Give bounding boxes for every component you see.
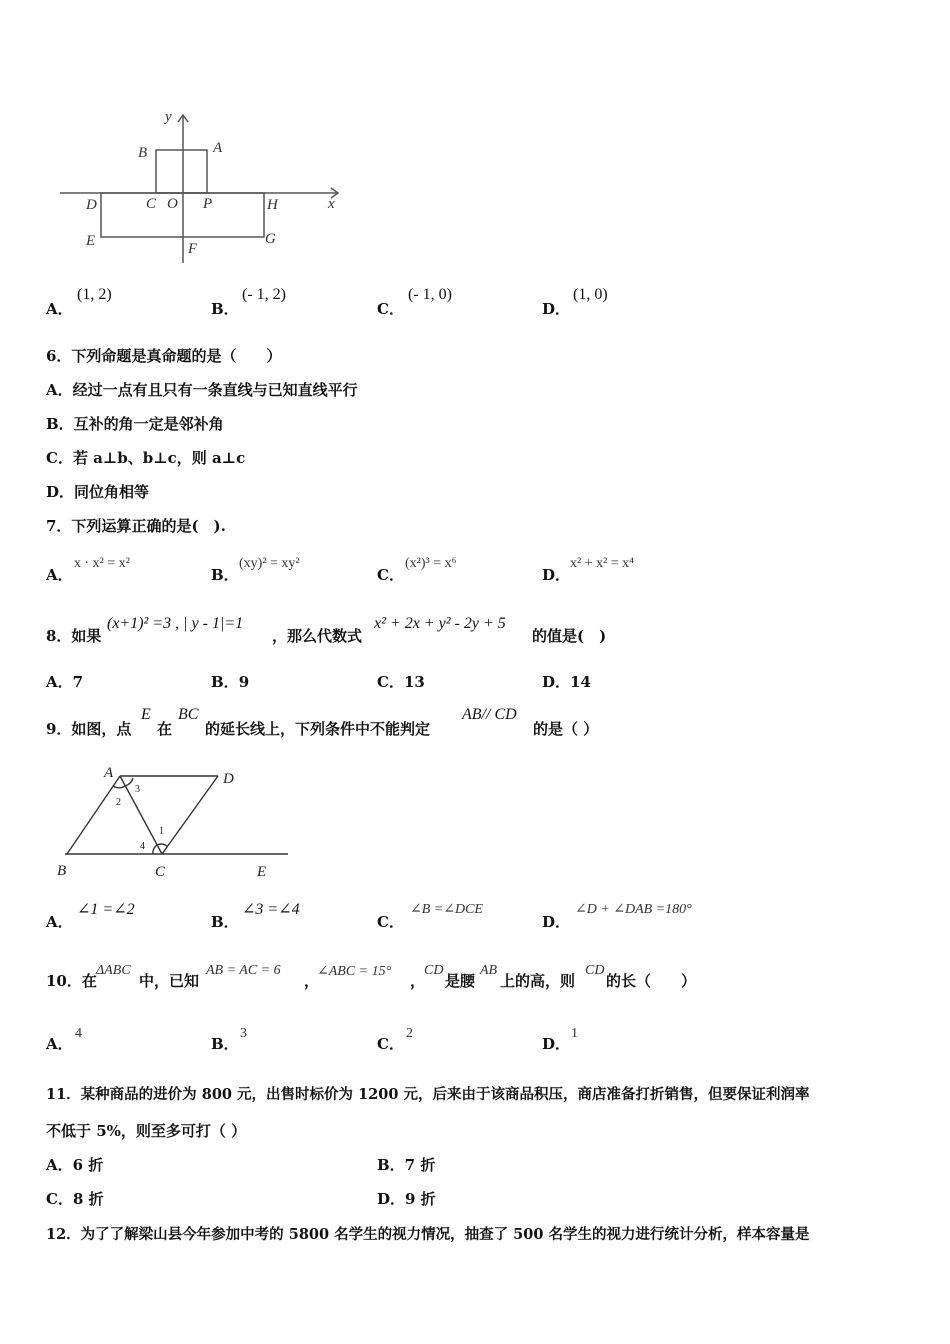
q9-stem-part1: 9．如图，点 (46, 720, 132, 738)
q12-line-1: 12．为了了解梁山县今年参加中考的 5800 名学生的视力情况，抽查了 500 名学生的视力进行统计分析，样本容量是 (46, 1226, 810, 1243)
label-H: H (267, 197, 278, 213)
q7-option-a-expr: x · x² = x² (74, 556, 130, 571)
q11-option-b: B．7 折 (377, 1156, 436, 1174)
q8-mid: ，那么代数式 (272, 627, 363, 645)
q10-stem-part1: 10．在 (46, 972, 97, 990)
q9-option-d: D． (542, 913, 571, 931)
angle-arc-a-2 (125, 778, 133, 786)
q9-option-a-expr: ∠1 =∠2 (77, 901, 135, 918)
angle-arc-a-1 (113, 786, 125, 788)
q6-option-c: C．若 a⊥b、b⊥c，则 a⊥c (46, 449, 246, 467)
segment-ab (67, 776, 120, 854)
label-O: O (167, 196, 178, 212)
label-E: E (86, 233, 96, 249)
fig-label-C: C (155, 864, 166, 880)
q8-suffix: 的值是( ) (532, 627, 607, 645)
q9-stem-part3: 的延长线上，下列条件中不能判定 (205, 720, 431, 738)
q9-option-d-expr: ∠D + ∠DAB =180° (575, 902, 692, 917)
q9-parallel: AB// CD (462, 706, 517, 723)
fig-angle-2: 2 (116, 797, 121, 808)
q11-option-d: D．9 折 (377, 1190, 436, 1208)
q10-option-a: A． (46, 1035, 73, 1053)
segment-dc (162, 776, 218, 854)
label-C: C (146, 196, 157, 212)
fig-angle-3: 3 (135, 784, 140, 795)
q10-option-c: C． (377, 1035, 404, 1053)
q7-option-a: A． (46, 566, 73, 584)
q10-cd-2: CD (585, 963, 605, 978)
q10-equation-1: AB = AC = 6 (206, 963, 281, 978)
parallelogram-figure (55, 760, 300, 885)
q10-stem-part5: 的长（ ） (606, 972, 697, 990)
q11-line-2: 不低于 5%，则至多可打（ ） (46, 1122, 247, 1140)
q9-stem-part4: 的是（ ） (533, 720, 599, 738)
q10-ab: AB (480, 963, 498, 978)
q11-option-c: C．8 折 (46, 1190, 104, 1208)
q9-point-e: E (141, 706, 151, 723)
q7-stem: 7．下列运算正确的是( ). (46, 517, 226, 535)
q10-option-d: D． (542, 1035, 571, 1053)
q9-segment-bc: BC (178, 706, 199, 723)
fig-angle-1: 1 (159, 826, 164, 837)
q8-condition: (x+1)² =3 , | y - 1|=1 (107, 615, 244, 632)
q7-option-c-expr: (x²)³ = x⁶ (405, 556, 457, 571)
q8-option-b: B．9 (211, 673, 250, 691)
q7-option-d: D． (542, 566, 571, 584)
fig-label-D: D (223, 771, 234, 787)
fig-angle-4: 4 (140, 841, 145, 852)
q10-stem-part4: 上的高，则 (500, 972, 576, 990)
q11-line-1: 11．某种商品的进价为 800 元，出售时标价为 1200 元，后来由于该商品积压，商店准备打折销售，但要保证利润率 (46, 1086, 810, 1103)
fig-label-A: A (104, 765, 114, 781)
q6-option-b: B．互补的角一定是邻补角 (46, 415, 224, 433)
q5-option-b-expr: (- 1, 2) (242, 286, 286, 303)
q10-equation-2: ∠ABC = 15° (317, 964, 392, 979)
q10-comma-1: ， (304, 972, 320, 990)
label-x: x (328, 196, 335, 212)
fig-label-B: B (57, 863, 67, 879)
q7-option-b-expr: (xy)² = xy² (239, 556, 300, 571)
q10-option-c-value: 2 (406, 1026, 413, 1041)
q8-option-a: A．7 (46, 673, 84, 691)
q8-option-c: C．13 (377, 673, 425, 691)
q11-option-a: A．6 折 (46, 1156, 104, 1174)
label-P: P (203, 196, 213, 212)
q5-option-c-expr: (- 1, 0) (408, 286, 452, 303)
q10-cd: CD (424, 963, 444, 978)
fig-label-E: E (257, 864, 267, 880)
label-G: G (265, 231, 276, 247)
q5-option-c: C． (377, 300, 404, 318)
coordinate-figure (55, 105, 355, 270)
q7-option-d-expr: x² + x² = x⁴ (570, 556, 635, 571)
small-rectangle (156, 150, 207, 193)
q10-option-b: B． (211, 1035, 239, 1053)
q5-option-d: D． (542, 300, 571, 318)
q9-option-b: B． (211, 913, 239, 931)
q7-option-c: C． (377, 566, 404, 584)
label-B: B (138, 145, 148, 161)
angle-arc-c-1 (153, 845, 157, 854)
q5-option-a-expr: (1, 2) (77, 286, 112, 303)
q10-stem-part3: 是腰 (445, 972, 476, 990)
q6-option-d: D．同位角相等 (46, 483, 150, 501)
q5-option-d-expr: (1, 0) (573, 286, 608, 303)
q10-option-b-value: 3 (240, 1026, 247, 1041)
q9-option-c: C． (377, 913, 404, 931)
q6-stem: 6．下列命题是真命题的是（ ） (46, 347, 282, 365)
q9-option-a: A． (46, 913, 73, 931)
q5-option-a: A． (46, 300, 73, 318)
q10-triangle: ΔABC (96, 963, 131, 978)
q10-stem-part2: 中，已知 (139, 972, 200, 990)
q10-option-d-value: 1 (571, 1026, 578, 1041)
q10-option-a-value: 4 (75, 1026, 82, 1041)
q9-option-b-expr: ∠3 =∠4 (242, 901, 300, 918)
q8-option-d: D．14 (542, 673, 591, 691)
q7-option-b: B． (211, 566, 239, 584)
q8-expression: x² + 2x + y² - 2y + 5 (374, 615, 506, 632)
q6-option-a: A．经过一点有且只有一条直线与已知直线平行 (46, 381, 358, 399)
label-F: F (188, 241, 198, 257)
label-A: A (213, 140, 223, 156)
angle-arc-c-2 (157, 844, 167, 846)
label-D: D (86, 197, 97, 213)
q5-option-b: B． (211, 300, 239, 318)
q9-option-c-expr: ∠B =∠DCE (410, 902, 483, 917)
q10-comma-2: ， (410, 972, 426, 990)
q9-stem-part2: 在 (157, 720, 173, 738)
q8-prefix: 8．如果 (46, 627, 102, 645)
label-y: y (165, 109, 172, 125)
